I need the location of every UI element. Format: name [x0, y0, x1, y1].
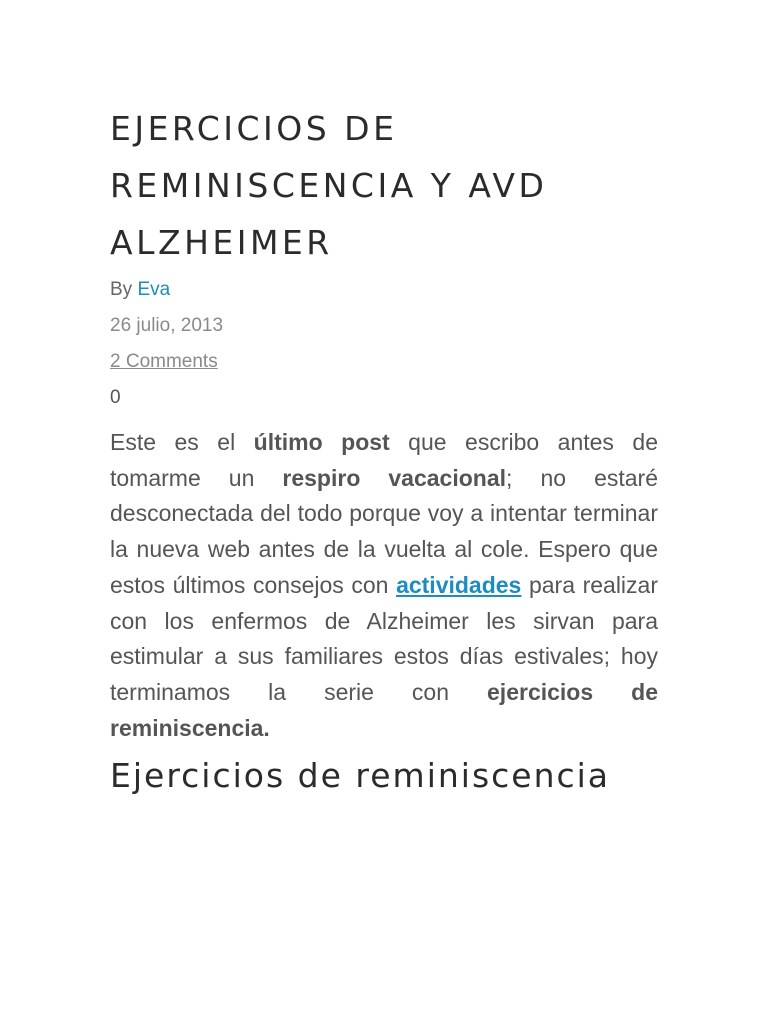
by-label: By	[110, 279, 133, 300]
share-count: 0	[110, 387, 121, 408]
body-bold-text: respiro vacacional	[282, 464, 507, 491]
post-date: 26 julio, 2013	[110, 315, 224, 336]
blog-post	[110, 100, 658, 798]
body-bold-text: ejercicios de reminiscencia.	[110, 678, 658, 741]
actividades-link[interactable]: actividades	[396, 571, 522, 598]
section-heading: Ejercicios de reminiscencia	[110, 756, 611, 796]
body-text: ; no estaré desconectada del todo porque voy a intentar terminar la nueva web antes de la vuelta al cole. Espero que estos últimos consejos con	[110, 464, 658, 598]
body-text: Este es el	[110, 429, 254, 455]
comments	[110, 344, 658, 380]
body-text: para realizar con los enfermos de Alzheimer les sirvan para estimular a sus familiares estos días estivales; hoy terminamos la serie con	[110, 571, 658, 705]
post-title: EJERCICIOS DE REMINISCENCIA Y AVD ALZHEIMER	[110, 109, 548, 262]
byline	[110, 272, 658, 308]
body-bold-text: último post	[253, 429, 390, 455]
comments-link[interactable]: 2 Comments	[110, 351, 218, 372]
author-link[interactable]: Eva	[137, 279, 171, 300]
body-text: que escribo antes de tomarme un	[110, 429, 658, 491]
post-body	[110, 425, 658, 746]
